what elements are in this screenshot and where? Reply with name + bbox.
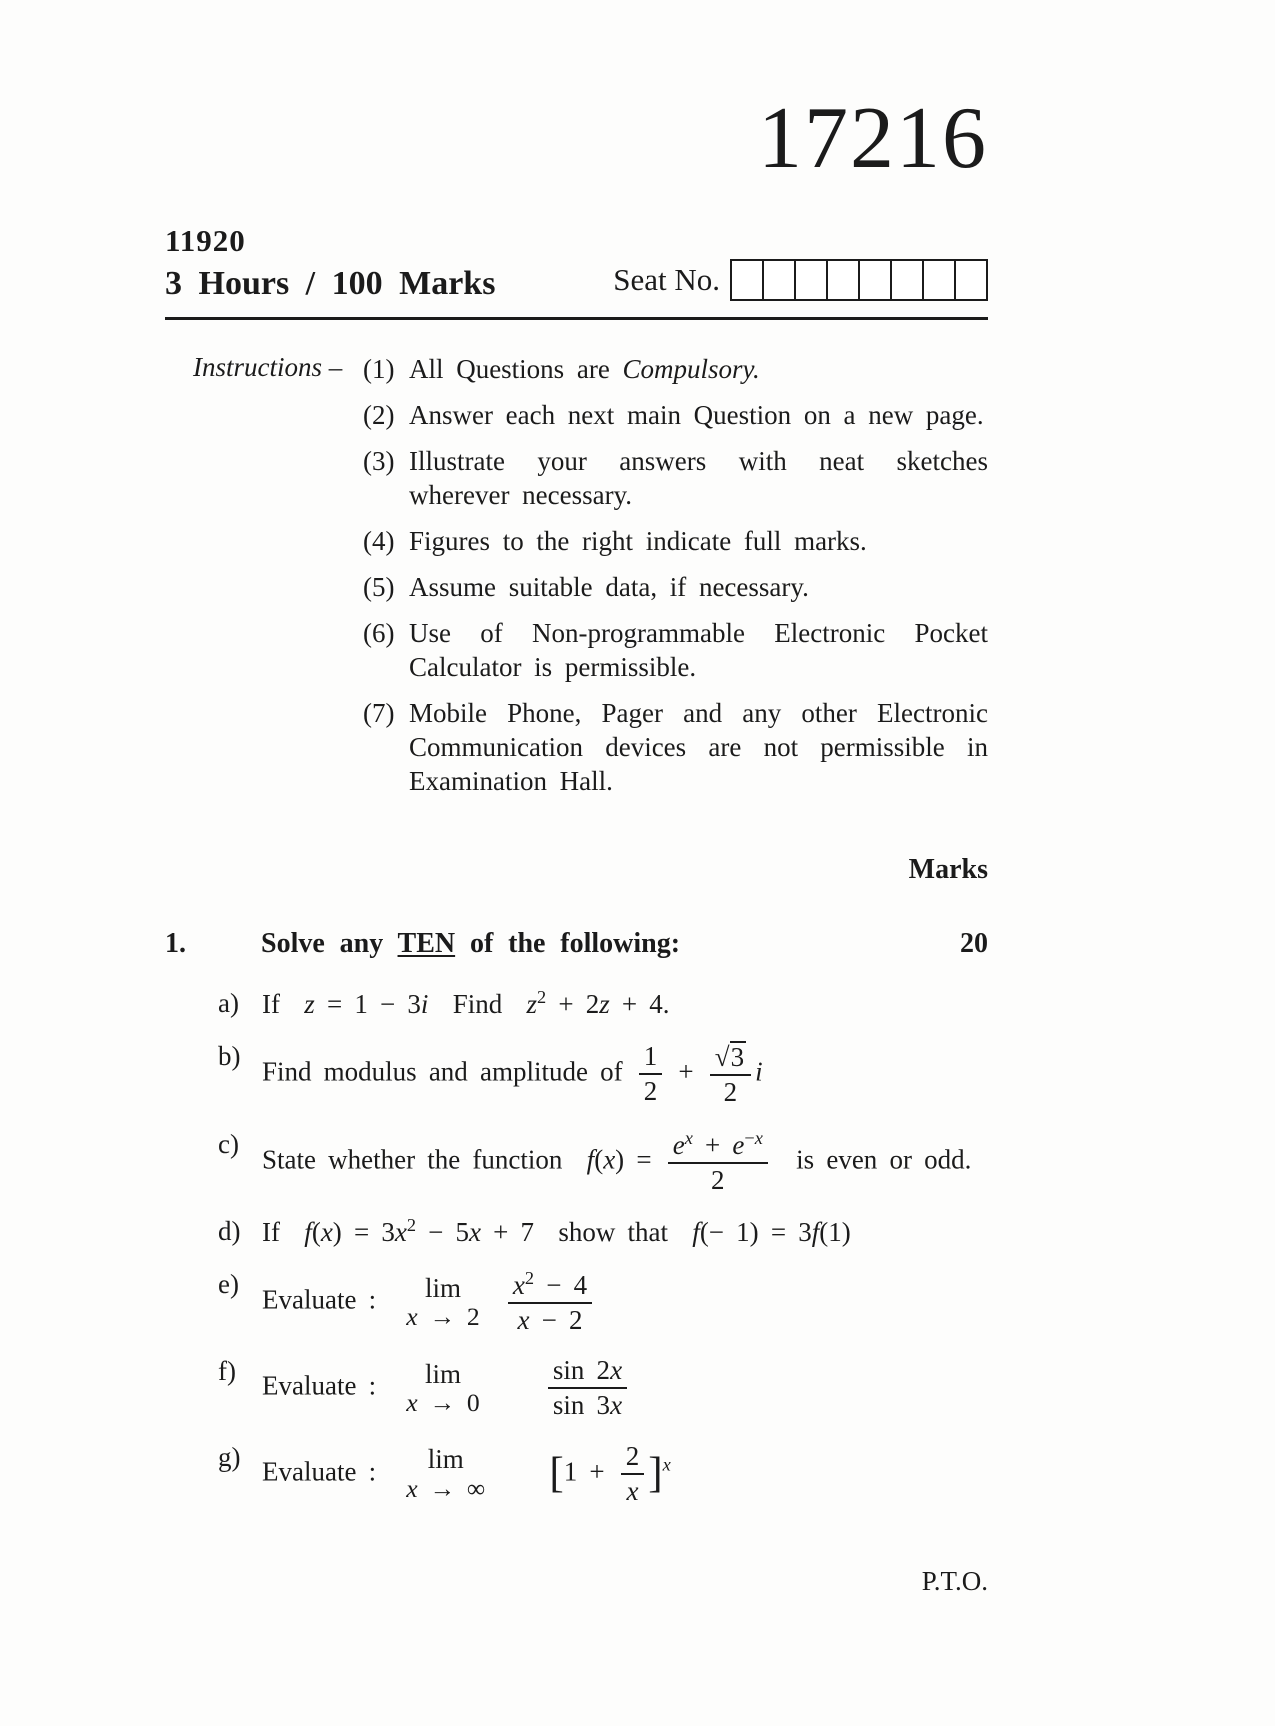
question-parts	[165, 986, 988, 1508]
instruction-item	[363, 444, 988, 512]
instruction-item	[363, 352, 988, 386]
instruction-item	[363, 616, 988, 684]
instruction-text: Figures to the right indicate full marks.	[409, 526, 867, 557]
instruction-item	[363, 524, 988, 558]
question-heading	[165, 928, 988, 960]
header-divider	[165, 317, 988, 320]
duration-marks: 3 Hours / 100 Marks	[165, 265, 496, 302]
part-label: c)	[218, 1128, 239, 1159]
instruction-text: Use of Non-programmable Electronic Pocket Calculator is permissible.	[409, 618, 988, 683]
instruction-number: (7)	[363, 698, 395, 729]
question-part	[165, 1267, 988, 1337]
instruction-text: Answer each next main Question on a new page.	[409, 400, 984, 431]
part-text: Evaluate : lim x → 0 $\frac{\sin 2x}{\sin 3x}$	[262, 1354, 988, 1422]
instruction-item	[363, 570, 988, 604]
question-part	[165, 1214, 988, 1250]
part-text: If $f(x) = 3x^2 - 5x + 7$ show that f(− 1) = 3f(1)	[262, 1214, 851, 1247]
part-label: d)	[218, 1215, 241, 1246]
question-part	[165, 1039, 988, 1109]
instruction-number: (3)	[363, 446, 395, 477]
seat-number-grid	[730, 259, 988, 301]
instruction-number: (2)	[363, 400, 395, 431]
instruction-text: All Questions are Compulsory.	[409, 354, 760, 384]
seat-cell	[826, 259, 860, 301]
marks-column-header: Marks	[908, 854, 988, 886]
seat-number-block	[613, 259, 988, 301]
question-1	[165, 928, 988, 1508]
part-text: State whether the function f(x) = $\frac{e^x + e^{-x}}{2}$ is even or odd.	[262, 1127, 972, 1195]
seat-cell	[922, 259, 956, 301]
instruction-number: (1)	[363, 354, 395, 384]
part-label: f)	[218, 1356, 236, 1387]
instructions-label: Instructions –	[193, 352, 343, 382]
part-label: a)	[218, 988, 239, 1019]
seat-cell	[858, 259, 892, 301]
instruction-item	[363, 398, 988, 432]
question-part	[165, 1440, 988, 1508]
seat-cell	[890, 259, 924, 301]
seat-cell	[954, 259, 988, 301]
question-part	[165, 986, 988, 1022]
seat-cell	[762, 259, 796, 301]
part-label: e)	[218, 1268, 239, 1299]
instruction-text: Mobile Phone, Pager and any other Electronic Communication devices are not permissible in Examination Hall.	[409, 698, 988, 797]
seat-cell	[794, 259, 828, 301]
pto-label: P.T.O.	[921, 1565, 988, 1596]
instruction-item	[363, 696, 988, 798]
seat-no-label: Seat No.	[613, 262, 720, 297]
part-text: Evaluate : lim x → ∞ [1 + $\frac{2}{x}$ ]$^x$	[262, 1440, 671, 1506]
question-part	[165, 1354, 988, 1422]
seat-cell	[730, 259, 764, 301]
part-label: g)	[218, 1441, 241, 1472]
question-marks: 20	[960, 928, 988, 960]
instructions-list	[363, 352, 988, 810]
exam-code: 17216	[758, 90, 988, 187]
header-row	[165, 223, 988, 303]
part-label: b)	[218, 1041, 241, 1072]
question-number: 1.	[165, 928, 186, 960]
question-title: Solve any TEN of the following:	[261, 928, 681, 960]
part-text: If z = 1 − 3i Find $z^2 + 2z + 4$.	[262, 987, 670, 1020]
instruction-number: (6)	[363, 618, 395, 649]
instructions-section	[165, 352, 988, 810]
codes-block	[165, 223, 495, 303]
paper-code: 11920	[165, 223, 246, 258]
instruction-number: (4)	[363, 526, 395, 557]
part-text: Evaluate : lim x → 2 $\frac{x^2 - 4}{x - 2}$	[262, 1267, 988, 1337]
instruction-text: Assume suitable data, if necessary.	[409, 572, 809, 603]
part-text: Find modulus and amplitude of $\frac{1}{2}$ + $\frac{√3}{2}$ i	[262, 1041, 763, 1108]
instruction-text: Illustrate your answers with neat sketches wherever necessary.	[409, 446, 988, 511]
instruction-number: (5)	[363, 572, 395, 603]
question-part	[165, 1127, 988, 1197]
